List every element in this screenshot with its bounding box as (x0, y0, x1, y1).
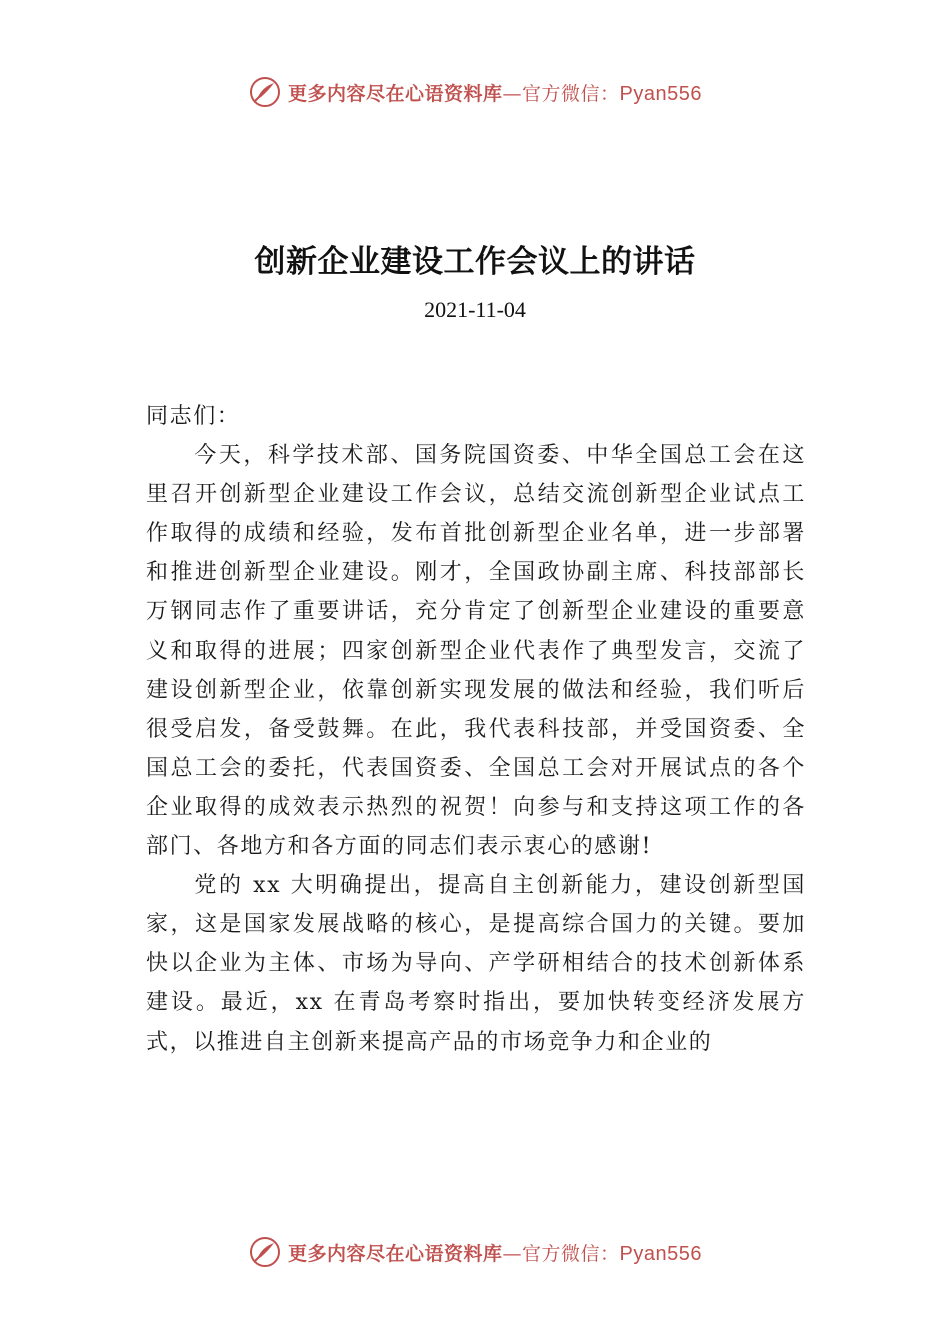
paragraph-2: 党的 xx 大明确提出，提高自主创新能力，建设创新型国家，这是国家发展战略的核心，是提高综合国力的关键。要加快以企业为主体、市场为导向、产学研相结合的技术创新体系建设。最近，xx 在青岛考察时指出，要加快转变经济发展方式，以推进自主创新来提高产品的市场竞争力和企业的 (146, 873, 806, 1055)
watermark-contact: 官方微信： (522, 82, 620, 105)
quill-emblem-icon (248, 75, 282, 109)
document-title: 创新企业建设工作会议上的讲话 (254, 244, 696, 280)
document-date: 2021-11-04 (424, 297, 526, 322)
watermark-dash: — (502, 82, 523, 105)
watermark-contact: 官方微信： (522, 1242, 620, 1265)
watermark-text (288, 79, 702, 106)
document-body (146, 397, 806, 1062)
watermark-text (288, 1239, 702, 1266)
watermark-dash: — (502, 1242, 523, 1265)
watermark-brand: 更多内容尽在心语资料库 (288, 82, 503, 105)
quill-emblem-icon (248, 1235, 282, 1269)
watermark-id: Pyan556 (619, 1242, 702, 1265)
header-watermark (0, 72, 950, 112)
watermark-id: Pyan556 (619, 82, 702, 105)
salutation: 同志们： (146, 404, 241, 429)
paragraph-1: 今天，科学技术部、国务院国资委、中华全国总工会在这里召开创新型企业建设工作会议，总结交流创新型企业试点工作取得的成绩和经验，发布首批创新型企业名单，进一步部署和推进创新型企业建设。刚才，全国政协副主席、科技部部长万钢同志作了重要讲话，充分肯定了创新型企业建设的重要意义和取得的进展；四家创新型企业代表作了典型发言，交流了建设创新型企业，依靠创新实现发展的做法和经验，我们听后很受启发，备受鼓舞。在此，我代表科技部，并受国资委、全国总工会的委托，代表国资委、全国总工会对开展试点的各个企业取得的成效表示热烈的祝贺！向参与和支持这项工作的各部门、各地方和各方面的同志们表示衷心的感谢! (146, 443, 806, 860)
watermark-brand: 更多内容尽在心语资料库 (288, 1242, 503, 1265)
footer-watermark (0, 1232, 950, 1272)
